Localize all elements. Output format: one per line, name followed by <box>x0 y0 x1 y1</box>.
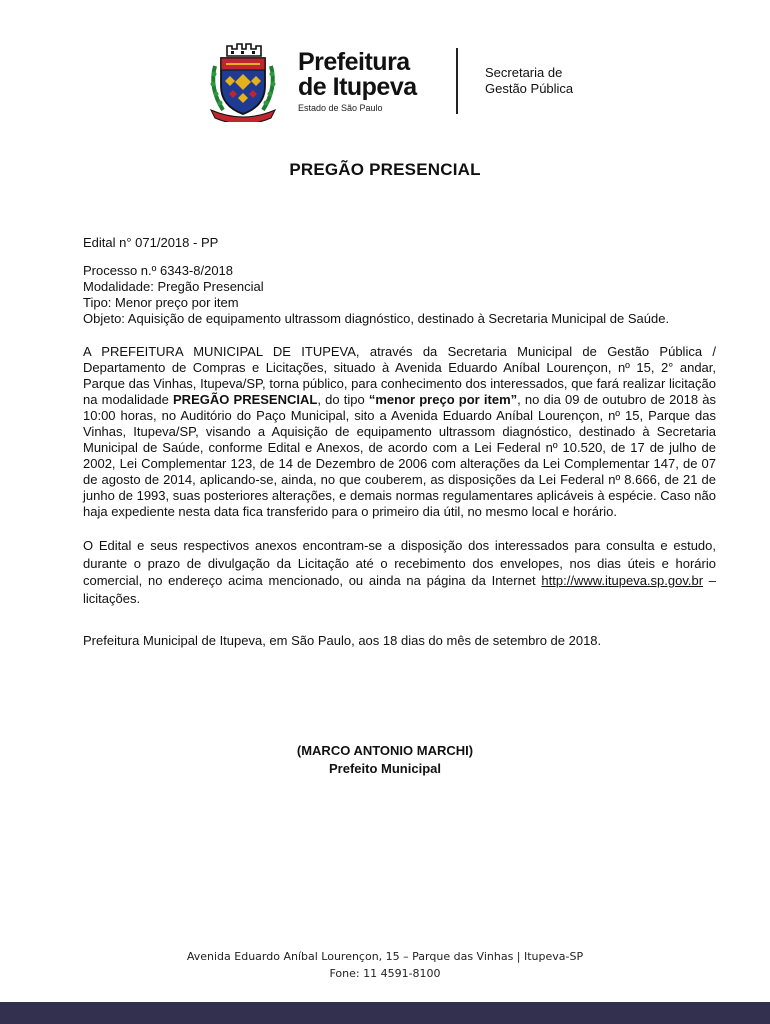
processo-number: Processo n.º 6343-8/2018 <box>83 263 234 278</box>
notice-text-1: A PREFEITURA MUNICIPAL DE ITUPEVA, através da Secretaria Municipal de Gestão Pública / Departamento de Compras e Licitações, situado à Avenida Eduardo Aníbal Lourençon, nº 15, 2° andar, Parque das Vinhas, Itupeva/SP, torna público, para conhecimento dos interessados, que fará realizar licitação na modalidade <box>83 344 716 407</box>
department-line2: Gestão Pública <box>485 81 574 96</box>
availability-text: O Edital e seus respectivos anexos encontram-se a disposição dos interessados para consulta e estudo, durante o prazo de divulgação da Licitação até o recebimento dos envelopes, nos dias úteis e horário comercial, no endereço acima mencionado, ou ainda na página da Internet <box>83 538 716 588</box>
notice-bold-type: “menor preço por item” <box>368 392 518 407</box>
signature-block <box>0 742 770 778</box>
availability-paragraph <box>83 537 716 607</box>
website-link[interactable]: http://www.itupeva.sp.gov.br <box>541 573 704 588</box>
footer-color-bar <box>0 1002 770 1024</box>
signatory-role: Prefeito Municipal <box>329 761 441 776</box>
signatory-name: (MARCO ANTONIO MARCHI) <box>296 743 474 758</box>
closing-statement: Prefeitura Municipal de Itupeva, em São Paulo, aos 18 dias do mês de setembro de 2018. <box>83 633 602 648</box>
edital-number: Edital n° 071/2018 - PP <box>83 235 219 250</box>
coat-of-arms-icon <box>205 40 281 122</box>
notice-text-3: , no dia 09 de outubro de 2018 às 10:00 horas, no Auditório do Paço Municipal, sito a Avenida Eduardo Aníbal Lourençon, nº 15, Parque das Vinhas, Itupeva/SP, visando a Aquisição de equipamento ultrassom diagnóstico, destinado à Secretaria Municipal de Saúde, conforme Edital e Anexos, de acordo com a Lei Federal nº 10.520, de 17 de julho de 2002, Lei Complementar 123, de 14 de Dezembro de 2006 com alterações da Lei Complementar 147, de 07 de agosto de 2014, aplicando-se, ainda, no que couberem, as disposições da Lei Federal nº 8.666, de 21 de junho de 1993, suas posteriores alterações, e demais normas regulamentares aplicáveis à espécie. Caso não haja expediente nesta data fica transferido para o primeiro dia útil, no mesmo local e horário. <box>83 392 716 519</box>
notice-bold-modality: PREGÃO PRESENCIAL <box>173 392 318 407</box>
tipo: Tipo: Menor preço por item <box>83 295 239 310</box>
page-footer <box>0 948 770 982</box>
brand-name-line1: Prefeitura <box>298 48 410 76</box>
availability-tail: – licitações. <box>83 573 717 606</box>
notice-text-2: , do tipo <box>317 392 369 407</box>
footer-address: Avenida Eduardo Aníbal Lourençon, 15 – Parque das Vinhas | Itupeva-SP <box>186 950 584 963</box>
notice-paragraph <box>83 344 716 520</box>
footer-phone: Fone: 11 4591-8100 <box>329 967 441 980</box>
department-line1: Secretaria de <box>485 65 563 80</box>
document-body <box>83 235 716 649</box>
header-divider <box>456 48 458 114</box>
brand-wordmark <box>298 50 417 113</box>
objeto: Objeto: Aquisição de equipamento ultrassom diagnóstico, destinado à Secretaria Municipal de Saúde. <box>83 311 670 326</box>
document-title: PREGÃO PRESENCIAL <box>289 160 481 179</box>
letterhead <box>205 40 625 120</box>
department-name <box>485 65 573 97</box>
brand-state: Estado de São Paulo <box>298 103 383 113</box>
modalidade: Modalidade: Pregão Presencial <box>83 279 264 294</box>
brand-name-line2: de Itupeva <box>298 73 417 101</box>
